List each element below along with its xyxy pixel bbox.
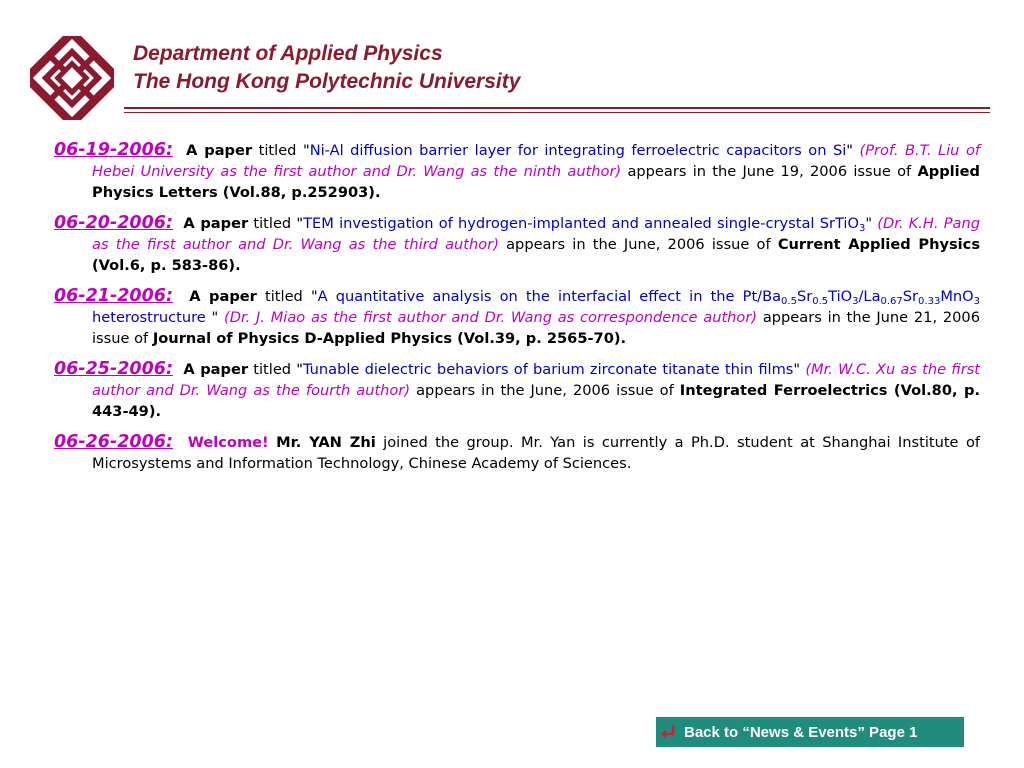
news-date: 06-25-2006: [54,359,173,379]
news-date: 06-19-2006: [54,140,173,160]
paper-title: Ni-Al diffusion barrier layer for integrating ferroelectric capacitors on Si [309,142,847,159]
journal-name: Integrated Ferroelectrics (Vol.80, p. 443-49). [92,382,980,420]
news-item: 06-21-2006: A paper titled "A quantitative analysis on the interfacial effect in the $Pt/Ba_{0.5}Sr_{0.5}TiO_3/La_{0.67}Sr_{0.33}MnO_3$ heterostructure " (Dr. J. Miao as the first author and Dr. Wang as correspondence author) appears in the June 21, 2006 issue of Journal of Physics D-Applied Physics (Vol.39, p. 2565-70). [54,286,981,347]
member-name: Mr. YAN Zhi [276,434,376,451]
page-header [133,40,520,96]
paper-authors: (Prof. B.T. Liu of Hebei University as the first author and Dr. Wang as the ninth author) [92,142,981,180]
paper-authors: (Dr. K.H. Pang as the first author and Dr. Wang as the third author) [92,215,981,253]
news-item [54,432,980,474]
news-label: A paper [189,288,257,305]
polyu-logo-icon [30,36,114,120]
news-item: 06-20-2006: A paper titled "TEM investigation of hydrogen-implanted and annealed single-crystal SrTiO$_3$" (Dr. K.H. Pang as the first author and Dr. Wang as the third author) appears in the June, 2006 issue of Current Applied Physics (Vol.6, p. 583-86). [54,213,981,274]
news-item: 06-25-2006: A paper titled "Tunable dielectric behaviors of barium zirconate titanate thin films" (Mr. W.C. Xu as the first author and Dr. Wang as the fourth author) appears in the June, 2006 issue of Integrated Ferroelectrics (Vol.80, p. 443-49). [54,359,981,420]
paper-title: TEM investigation of hydrogen-implanted and annealed single-crystal SrTiO$_3$ [303,215,866,234]
journal-name: Applied Physics Letters (Vol.88, p.252903). [92,163,981,201]
welcome-label: Welcome! [187,434,269,451]
news-text: joined the group. Mr. Yan is currently a Ph.D. student at Shanghai Institute of Microsystems and Information Technology, Chinese Academy of Sciences. [92,434,981,472]
paper-authors: (Dr. J. Miao as the first author and Dr. Wang as correspondence author) [224,309,758,326]
university-title: The Hong Kong Polytechnic University [133,70,521,93]
header-divider [124,107,990,109]
news-label: A paper [186,142,253,159]
news-label: A paper [183,361,249,378]
back-to-news-button[interactable] [656,717,964,747]
news-list [54,140,980,484]
paper-title: A quantitative analysis on the interfacial effect in the $Pt/Ba_{0.5}Sr_{0.5}TiO_3/La_{0.67}Sr_{0.33}MnO_3$ heterostructure [92,288,981,326]
news-item: 06-19-2006: A paper titled "Ni-Al diffusion barrier layer for integrating ferroelectric capacitors on Si" (Prof. B.T. Liu of Hebei University as the first author and Dr. Wang as the ninth author) appears in the June 19, 2006 issue of Applied Physics Letters (Vol.88, p.252903). [54,140,981,201]
journal-name: Current Applied Physics (Vol.6, p. 583-86). [92,236,981,274]
back-link-label: Back to “News & Events” Page 1 [684,723,918,741]
header-divider-thin [124,112,990,113]
news-date: 06-21-2006: [54,286,173,306]
paper-title: Tunable dielectric behaviors of barium zirconate titanate thin films [302,361,794,378]
return-arrow-icon [660,723,678,741]
journal-name: Journal of Physics D-Applied Physics (Vol.39, p. 2565-70). [152,330,627,347]
department-title: Department of Applied Physics [133,42,443,65]
news-date: 06-20-2006: [54,213,173,233]
paper-authors: (Mr. W.C. Xu as the first author and Dr. Wang as the fourth author) [92,361,981,399]
news-label: A paper [183,215,249,232]
news-date: 06-26-2006: [54,432,173,452]
